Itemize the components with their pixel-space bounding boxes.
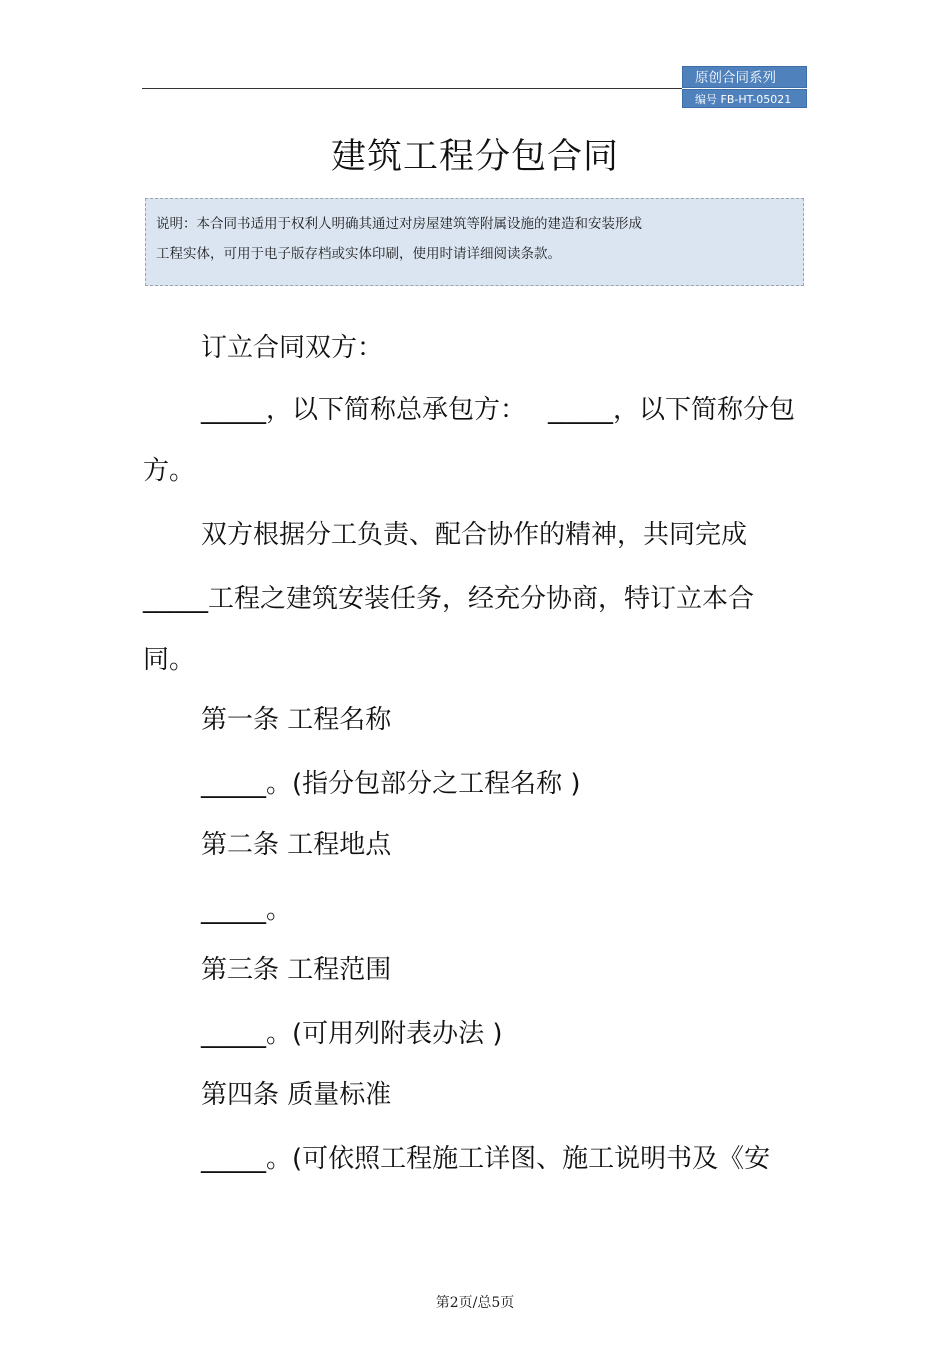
header-rule — [142, 88, 682, 89]
article-3-value: _____。(可用列附表办法 ) — [201, 1019, 503, 1049]
subcontractor-line-end: 方。 — [143, 456, 196, 486]
document-code-badge: 编号 FB-HT-05021 — [682, 89, 807, 108]
article-2-value: _____。 — [201, 895, 293, 925]
intro-paragraph-line-3: 同。 — [143, 645, 196, 675]
intro-paragraph-line-2: _____工程之建筑安装任务，经充分协商，特订立本合 — [143, 584, 755, 614]
article-1-value: _____。(指分包部分之工程名称 ) — [201, 769, 581, 799]
general-contractor-line: _____，以下简称总承包方： — [201, 395, 527, 425]
page-number: 第2页/总5页 — [435, 1295, 515, 1311]
intro-paragraph-line-1: 双方根据分工负责、配合协作的精神，共同完成 — [201, 520, 748, 550]
subcontractor-line: _____，以下简称分包 — [548, 395, 796, 425]
notice-line-1: 说明：本合同书适用于权利人明确其通过对房屋建筑等附属设施的建造和安装形成 — [156, 216, 642, 232]
document-title: 建筑工程分包合同 — [330, 137, 619, 177]
article-4-value: _____。(可依照工程施工详图、施工说明书及《安 — [201, 1144, 771, 1174]
notice-box — [145, 198, 804, 286]
article-3-heading: 第三条 工程范围 — [201, 955, 392, 985]
article-1-heading: 第一条 工程名称 — [201, 705, 392, 735]
article-2-heading: 第二条 工程地点 — [201, 830, 392, 860]
parties-heading: 订立合同双方： — [201, 333, 384, 363]
series-badge: 原创合同系列 — [682, 66, 807, 88]
notice-line-2: 工程实体，可用于电子版存档或实体印刷，使用时请详细阅读条款。 — [156, 246, 561, 262]
article-4-heading: 第四条 质量标准 — [201, 1080, 392, 1110]
